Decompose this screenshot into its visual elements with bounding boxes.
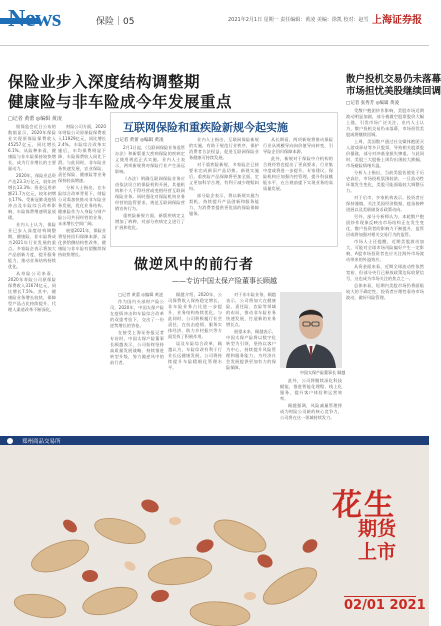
sidebar-byline: □记者 张秀芳 ◎编辑 黄凌 [346, 101, 399, 106]
issue-info: 2021年2月1日 星期一 责任编辑：黄凌 美编：徐凯 校对：赵雪 [228, 17, 369, 23]
section-label: 保险｜05 [96, 17, 135, 27]
interview-subheadline: ——专访中国太保产险董事长顾越 [172, 277, 277, 285]
boxed-article-column-2: 业内人士指出，互联网保险新规的实施，有助于规范行业秩序，保护消费者合法权益，促进互联网保险业务健康可持续发展。 对于重疾险新规，多家险企已按要求完成新旧产品切换。新规实施后，重疾险产品保障将更加全面，定义更加科学合理，有利于减少理赔纠纷。 部分险企表示，将以新规实施为契机，持续提升产品创新和服务能力，为消费者提供更优质的保险保障服务。 [189, 137, 259, 216]
boxed-article-title[interactable]: 互联网保险和重疾险新规今起实施 [123, 121, 288, 134]
boxed-article-column-3: 从长期看，两项新规将推动保险行业从规模导向向价值导向转变，引导险企回归保障本源。 此外，新规对于保险中介机构的合规经营也提出了更高要求，行业集中度或将进一步提升。专家建议，保险机构应加强内控管理，提升科技赋能水平，在合规前提下实现业务的高质量发展。 [263, 137, 333, 191]
main-headline-line1: 保险业步入深度结构调整期 [8, 73, 201, 91]
portrait-illustration [280, 292, 342, 368]
ad-date-divider [344, 596, 416, 597]
interviewee-portrait-photo [280, 292, 342, 368]
boxed-article-column-1: 2月1日起，《互联网保险业务监管办法》和新版重大疾病保险的疾病定义使用规范正式实施。业内人士表示，两项新规将对保险行业产生深远影响。 《办法》明确互联网保险业务应由依法设立的保险机构开展，其他机构和个人不得经营或变相经营互联网保险业务。同时强化对保险机构业务经营的监管要求，规范互联网保险营销宣传行为。 重疾险新规方面，新版疾病定义增加了病种，对部分疾病定义进行了扩展和优化。 [115, 145, 185, 230]
sidebar-headline-line1: 散户投机交易仍未落幕 [346, 74, 441, 85]
boxed-article [110, 112, 338, 247]
interview-headline[interactable]: 做逆风中的前行者 [134, 257, 254, 273]
main-byline: □记者 黄蕾 ◎编辑 黄凌 [8, 116, 62, 122]
sidebar-headline[interactable] [346, 74, 441, 98]
interview-column-2: 顾越介绍，2020年，公司保费收入保持稳定增长，非车险业务占比进一步提升，业务结构持续优化。与此同时，公司积极履行社会责任，在抗击疫情、服务实体经济、助力乡村振兴等方面发挥了积极作用。 谈及车险综合改革，顾越认为，车险综改有利于行业长远健康发展，公司将持续提升车险精细化管理水平。 [168, 292, 222, 370]
sidebar-headline-line2: 市场担忧美股继续回调 [346, 86, 441, 97]
main-article-column-1: 银保监会近日公布的数据显示，2020年保险业实现原保险保费收入45257亿元，同比增长6.1%。从险种来看，健康险与非车险保持较快增长，成为行业增长的主要驱动力。 2020年，保险业总资产达23.3万亿元，较年初增长13.3%；资金运用余额21.7万亿元，较年初增长17%。受新冠肺炎疫情冲击及车险综合改革影响，车险保费增速明显放缓。 业内人士认为，保险业已步入深度结构调整期，健康险、非车险将成为2021年行业发展的重点。多家险企表示将加大产品创新力度，提升服务能力，推动业务结构持续优化。 从寿险公司来看，2020年寿险公司原保险保费收入31674亿元，同比增长7.5%。其中，健康险业务增长较快，保障型产品占比持续提升，代理人渠道改革不断深化。 [8, 124, 56, 312]
boxed-article-byline: □记者 黄蕾 ◎编辑 黄凌 [115, 138, 164, 143]
interview-column-3: 对于非车险业务，顾越表示，公司将加大在健康险、责任险、农险等领域的布局，推动非车险业务快速发展，打造新的业务增长点。 展望未来，顾越表示，中国太保产险将以数字化转型为引领，坚持以客户为中心，持续提升风险管理和服务能力，为经济社会发展提供更加有力的保险保障。 [226, 292, 276, 370]
main-headline[interactable] [8, 72, 328, 112]
ad-listing-date: 02/01 2021 [344, 598, 426, 613]
main-article-column-2: 财险公司方面，2020年财险公司原保险保费收入11929亿元，同比增长2.4%。车险综合改革实施后，车均保费明显下降，车险保费收入同比下滑。与此同时，非车险业务快速发展，农业保险、责任保险、健康险等业务保持较高增速。 分析人士指出，在车险综合改革背景下，财险公司需加快推动非车险业务发展，优化业务结构。健康险作为人身险与财产险公司共同经营的业务，未来增长空间广阔。 展望2021年，保险业将坚持回归保障本源，深化供给侧结构性改革，健康险与非车险有望继续保持较快增长。 [58, 124, 106, 257]
page-header [0, 0, 429, 46]
sidebar-article-column: 受散户抱团炒作影响，美股市场近期波动明显加剧，部分被做空股票股价大幅上涨，引发市场广泛关注。业内人士认为，散户投机交易仍未落幕，市场担忧美股或将继续回调。 上周，美国散户通过社交媒体抱团买入游戏驿站等多只股票，导致相关股票股价暴涨，部分对冲基金损失惨重。与此同时，美股三大股指上周均出现较大跌幅，市场避险情绪升温。 分析人士指出，当前美股估值处于历史高位，市场投机氛围较浓，一旦流动性环境发生变化，美股可能面临较大调整压力。 对于后市，多家机构表示，投资者应保持谨慎，关注美国经济数据、疫苗接种进展以及美联储货币政策动向。 另外，部分分析师认为，本轮散户抱团炒作现象反映出市场结构正在发生变化，散户投资者的影响力不断提升，监管层或将加强对相关交易行为的监管。 市场人士还提醒，近期美股波动加大，可能对全球市场风险偏好产生一定影响，A股市场投资者也应关注海外市场波动带来的外溢效应。 从资金面来看，近期全球流动性依然宽裕，但部分央行已释放政策边际收紧信号，这也成为市场关注的焦点之一。 总体来看，短期内美股市场仍将面临较大的不确定性，投资者应理性看待市场波动，做好风险管理。 [346, 108, 424, 300]
newspaper-name: 上海证券报 [372, 15, 422, 26]
ad-headline-futures-listing: 期货 上市 [358, 518, 397, 563]
exchange-name: 郑州商品交易所 [22, 439, 61, 445]
news-logo: News [8, 6, 61, 32]
interview-column-1: □记者 黄蕾 ◎编辑 黄凌 作为国内头部财产险公司，2020年，中国太保产险在疫情冲击和车险综合改革的双重考验下，交出了一份逆势增长的答卷。 在接受上海证券报记者专访时，中国太保产险董事长顾越表示，公司始终坚持高质量发展战略，持续推进转型升级，努力做逆风中的前行者。 [110, 292, 164, 365]
ad-headline-peanut: 花生 [332, 488, 396, 523]
photo-caption: 中国太保产险董事长 顾越 [300, 370, 346, 375]
interview-column-4: 此外，公司将继续深化科技赋能，推进智能化理赔、线上化服务，提升客户体验和运营效率。 顾越强调，风险减量管理将成为财险公司新的核心竞争力，公司将在这一领域持续发力。 [280, 378, 342, 420]
main-headline-line2: 健康险与非车险成今年发展重点 [8, 93, 233, 111]
